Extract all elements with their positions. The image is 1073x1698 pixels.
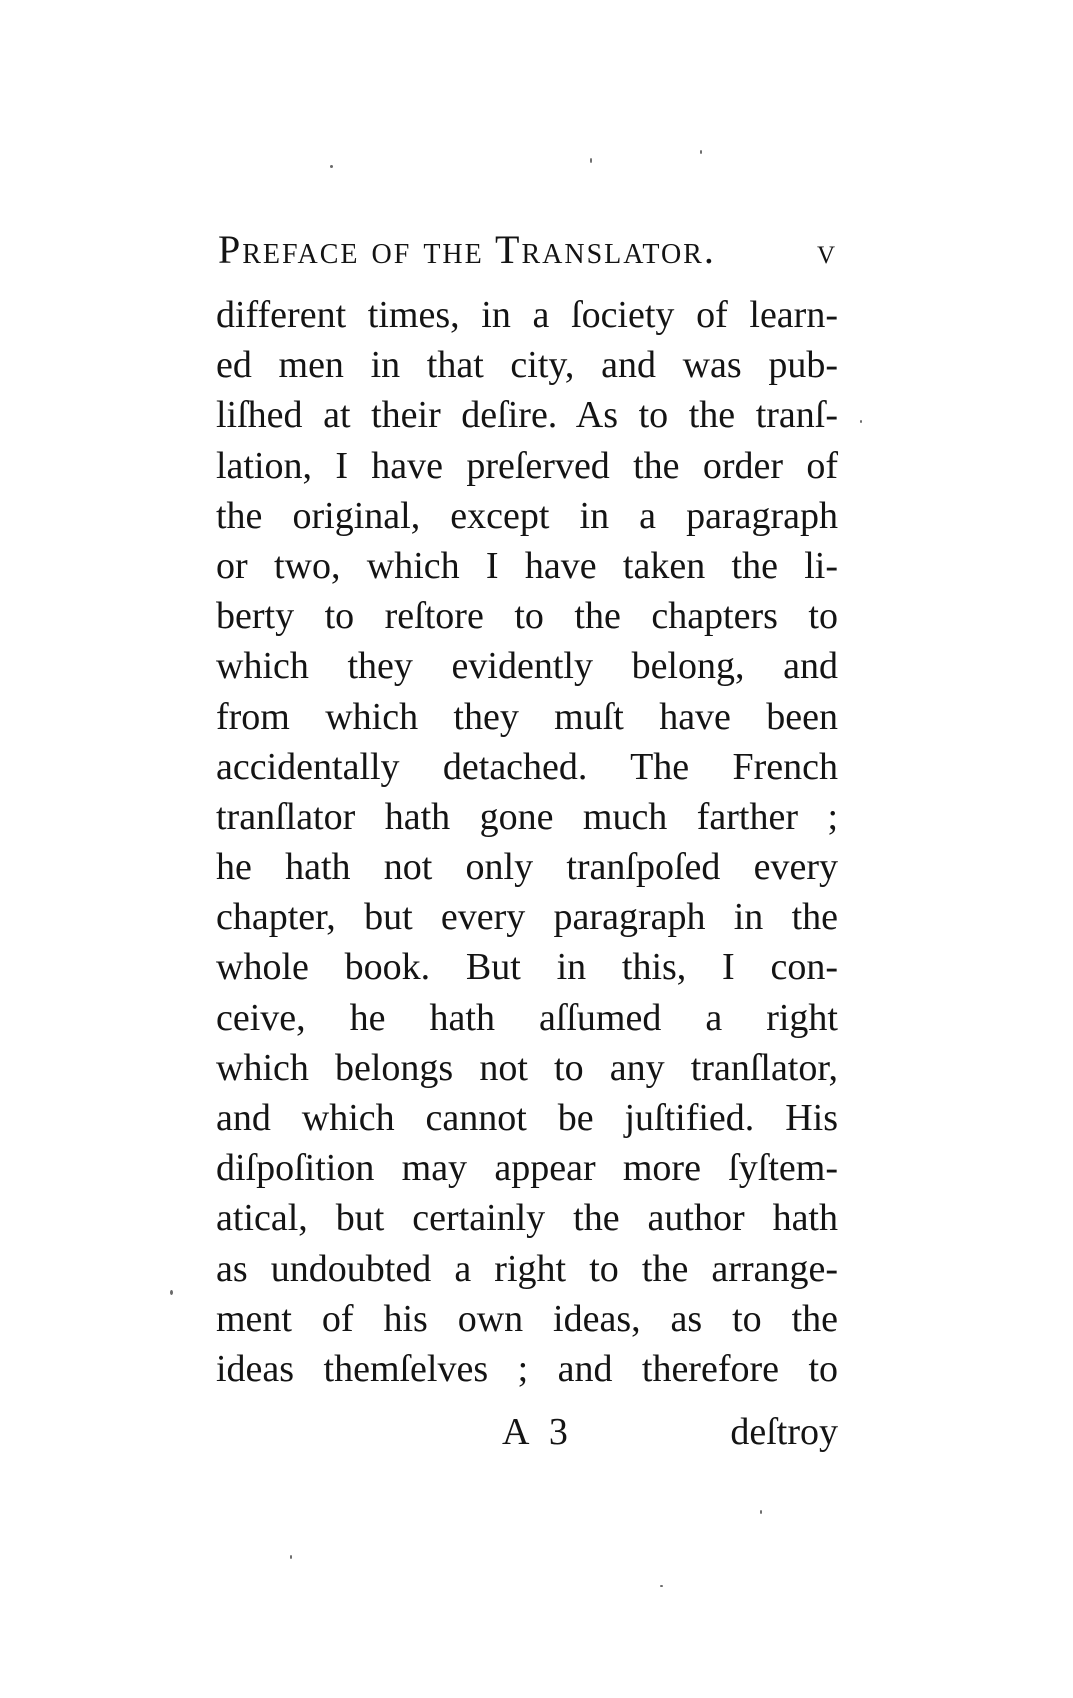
page-header [218, 226, 836, 282]
paper-speck [590, 158, 592, 163]
text-line: ment of his own ideas, as to the [216, 1297, 838, 1340]
paper-speck [170, 1290, 173, 1295]
running-head: Preface of the Translator. [218, 227, 716, 272]
text-line: and which cannot be juſtified. His [216, 1097, 838, 1139]
paper-speck [760, 1510, 762, 1514]
text-line: berty to reſtore to the chapters to [216, 595, 838, 638]
text-line: which they evidently belong, and [216, 645, 838, 688]
text-line: different times, in a ſociety of learn- [216, 294, 838, 336]
text-line: lation, I have preſerved the order of [216, 444, 838, 487]
paper-speck [330, 165, 333, 168]
text-line: ceive, he hath aſſumed a right [216, 996, 838, 1039]
text-line: ed men in that city, and was pub- [216, 344, 838, 387]
body-text [216, 290, 838, 1394]
text-line: whole book. But in this, I con- [216, 946, 838, 989]
paper-speck [860, 420, 862, 423]
text-line: or two, which I have taken the li- [216, 544, 838, 587]
text-line: he hath not only tranſpoſed every [216, 846, 838, 889]
text-line: diſpoſition may appear more ſyſtem- [216, 1147, 838, 1190]
text-line: which belongs not to any tranſlator, [216, 1046, 838, 1089]
text-line: liſhed at their deſire. As to the tranſ- [216, 394, 838, 437]
text-line: ideas themſelves ; and therefore to [216, 1347, 838, 1390]
text-line: from which they muſt have been [216, 695, 838, 738]
text-line: atical, but certainly the author hath [216, 1197, 838, 1240]
page-footer [216, 1410, 838, 1466]
paper-speck [290, 1555, 292, 1559]
paper-speck [700, 150, 702, 154]
catchword: deſtroy [730, 1411, 838, 1453]
text-line: accidentally detached. The French [216, 745, 838, 788]
signature-mark: A 3 [502, 1411, 574, 1453]
text-line: chapter, but every paragraph in the [216, 896, 838, 939]
page-number: v [816, 231, 836, 271]
text-line: the original, except in a paragraph [216, 494, 838, 537]
text-line: as undoubted a right to the arrange- [216, 1247, 838, 1290]
text-line: tranſlator hath gone much farther ; [216, 795, 838, 838]
paper-speck [660, 1585, 663, 1587]
